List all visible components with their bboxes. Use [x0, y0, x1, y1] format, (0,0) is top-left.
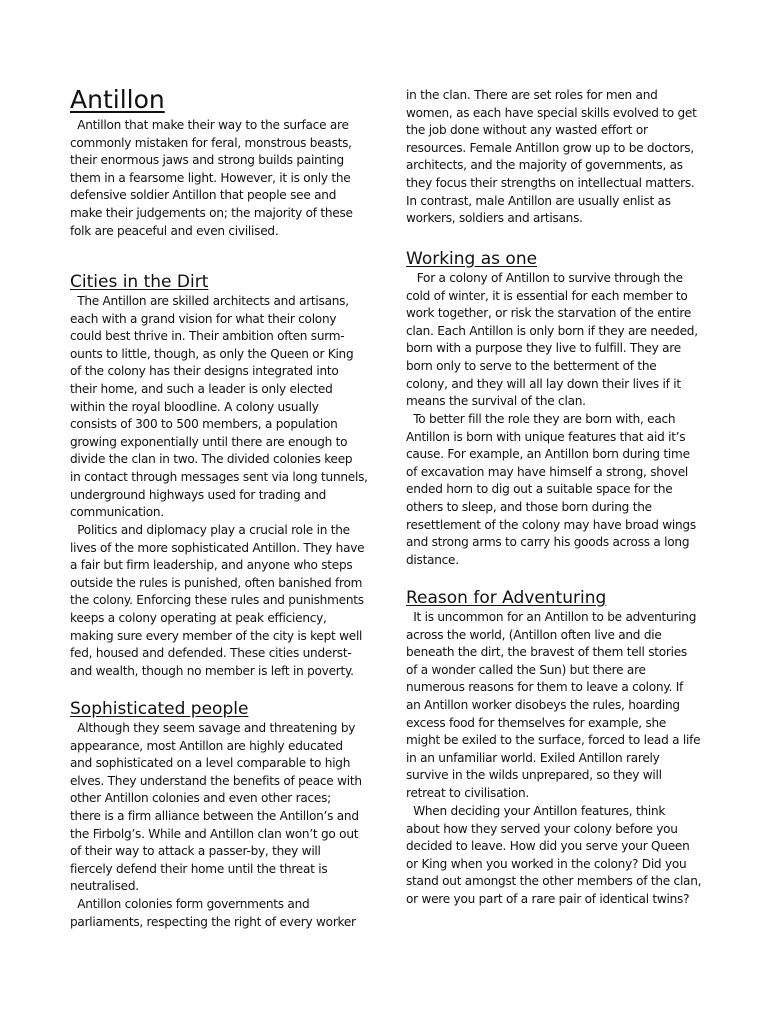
text-line: cause. For example, an Antillon born during time [406, 447, 690, 462]
text-line: and wealth, though no member is left in poverty. [70, 663, 354, 678]
text-line: cold of winter, it is essential for each member to [406, 288, 688, 303]
text-line: their home, and such a leader is only elected [70, 381, 333, 396]
text-line: To better fill the role they are born with, each [406, 412, 676, 426]
text-line: in an unfamiliar world. Exiled Antillon rarely [406, 750, 660, 765]
text-line: parliaments, respecting the right of every worker [70, 914, 356, 929]
text-line: might be exiled to the surface, forced to lead a life [406, 733, 701, 748]
text-line: could best thrive in. Their ambition often surm- [70, 329, 345, 344]
reason-paragraph-1 [406, 609, 700, 803]
text-line: within the royal bloodline. A colony usually [70, 399, 319, 414]
text-line: across the world, (Antillon often live and die [406, 627, 662, 642]
text-line: fiercely defend their home until the threat is [70, 861, 328, 876]
text-line: distance. [406, 552, 459, 567]
text-line: neutralised. [70, 879, 139, 894]
text-line: survive in the wilds unprepared, so they will [406, 768, 662, 783]
text-line: each with a grand vision for what their colony [70, 311, 337, 326]
text-line: a fair but firm leadership, and anyone who steps [70, 558, 353, 573]
text-line: Antillon that make their way to the surface are [70, 118, 349, 132]
text-line: consists of 300 to 500 members, a population [70, 417, 338, 432]
text-line: elves. They understand the benefits of peace with [70, 773, 362, 788]
text-line: folk are peaceful and even civilised. [70, 223, 279, 238]
text-line: Antillon colonies form governments and [70, 897, 310, 911]
text-line: or King when you worked in the colony? Did you [406, 856, 687, 871]
text-line: defensive soldier Antillon that people see and [70, 188, 337, 203]
text-line: resources. Female Antillon grow up to be doctors, [406, 140, 694, 155]
text-line: ended horn to dig out a suitable space for the [406, 482, 673, 497]
text-line: numerous reasons for them to leave a colony. If [406, 680, 684, 695]
text-line: workers, soldiers and artisans. [406, 211, 583, 226]
heading-working-as-one: Working as one [406, 249, 538, 269]
text-line: The Antillon are skilled architects and artisans, [70, 294, 349, 308]
reason-paragraph-2 [406, 803, 701, 909]
text-line: underground highways used for trading and [70, 487, 327, 502]
text-line: appearance, most Antillon are highly educated [70, 738, 343, 753]
text-line: lives of the more sophisticated Antillon. They have [70, 540, 365, 555]
text-line: and strong arms to carry his goods across a long [406, 535, 690, 550]
text-line: resettlement of the colony may have broad wings [406, 517, 696, 532]
text-line: divide the clan in two. The divided colonies keep [70, 452, 353, 467]
text-line: When deciding your Antillon features, think [406, 804, 666, 818]
working-paragraph-1 [406, 270, 698, 411]
text-line: fed, housed and defended. These cities underst- [70, 646, 352, 661]
text-line: an Antillon worker disobeys the rules, hoarding [406, 697, 680, 712]
sophisticated-paragraph-continued [406, 87, 697, 228]
text-line: excess food for themselves for example, she [406, 715, 667, 730]
text-line: women, as each have special skills evolved to get [406, 105, 697, 120]
text-line: other Antillon colonies and even other races; [70, 791, 331, 806]
text-line: born only to serve to the betterment of the [406, 358, 657, 373]
text-line: stand out amongst the other members of the clan, [406, 874, 702, 889]
working-paragraph-2 [406, 411, 696, 569]
sophisticated-paragraph-1 [70, 720, 362, 896]
text-line: communication. [70, 505, 164, 520]
text-line: there is a firm alliance between the Antillon’s and [70, 808, 359, 823]
text-line: of a wonder called the Sun) but there are [406, 662, 646, 677]
text-line: the Firbolg’s. While and Antillon clan won’t go out [70, 826, 359, 841]
text-line: In contrast, male Antillon are usually enlist as [406, 193, 671, 208]
text-line: of excavation may have himself a strong, shovel [406, 464, 689, 479]
text-line: about how they served your colony before you [406, 821, 678, 836]
text-line: the job done without any wasted effort or [406, 123, 648, 138]
text-line: clan. Each Antillon is only born if they are needed, [406, 323, 698, 338]
text-line: means the survival of the clan. [406, 394, 586, 409]
text-line: others to sleep, and those born during the [406, 499, 652, 514]
text-line: Although they seem savage and threatening by [70, 721, 356, 735]
text-line: architects, and the majority of governments, as [406, 158, 683, 173]
text-line: of their way to attack a passer-by, they will [70, 844, 321, 859]
cities-paragraph-1 [70, 293, 368, 522]
text-line: colony, and they will all lay down their lives if it [406, 376, 681, 391]
text-line: work together, or risk the starvation of the entire [406, 306, 692, 321]
text-line: the colony. Enforcing these rules and punishments [70, 593, 364, 608]
text-line: of the colony has their designs integrated into [70, 364, 339, 379]
text-line: born with a purpose they live to fulfill. They are [406, 341, 681, 356]
text-line: Antillon is born with unique features that aid it’s [406, 429, 686, 444]
text-line: and sophisticated on a level comparable to high [70, 756, 351, 771]
text-line: making sure every member of the city is kept well [70, 628, 363, 643]
text-line: in contact through messages sent via long tunnels, [70, 469, 368, 484]
text-line: commonly mistaken for feral, monstrous beasts, [70, 135, 352, 150]
text-line: keeps a colony operating at peak efficiency, [70, 610, 327, 625]
heading-sophisticated-people: Sophisticated people [70, 699, 249, 719]
cities-paragraph-2 [70, 522, 364, 680]
text-line: Politics and diplomacy play a crucial role in the [70, 523, 350, 537]
sophisticated-paragraph-2 [70, 896, 356, 931]
text-line: decided to leave. How did you serve your Queen [406, 839, 690, 854]
intro-paragraph [70, 117, 353, 240]
page-title: Antillon [70, 85, 165, 114]
heading-cities-in-the-dirt: Cities in the Dirt [70, 272, 209, 292]
text-line: growing exponentially until there are enough to [70, 434, 348, 449]
text-line: outside the rules is punished, often banished from [70, 575, 363, 590]
text-line: make their judgements on; the majority of these [70, 205, 353, 220]
text-line: in the clan. There are set roles for men and [406, 88, 658, 102]
text-line: they focus their strengths on intellectual matters. [406, 175, 695, 190]
text-line: beneath the dirt, the bravest of them tell stories [406, 645, 687, 660]
heading-reason-for-adventuring: Reason for Adventuring [406, 588, 607, 608]
text-line: them in a fearsome light. However, it is only the [70, 170, 351, 185]
text-line: It is uncommon for an Antillon to be adventuring [406, 610, 697, 624]
text-line: retreat to civilisation. [406, 785, 529, 800]
text-line: or were you part of a rare pair of identical twins? [406, 891, 690, 906]
text-line: For a colony of Antillon to survive through the [406, 271, 683, 285]
text-line: their enormous jaws and strong builds painting [70, 153, 344, 168]
text-line: ounts to little, though, as only the Queen or King [70, 346, 354, 361]
